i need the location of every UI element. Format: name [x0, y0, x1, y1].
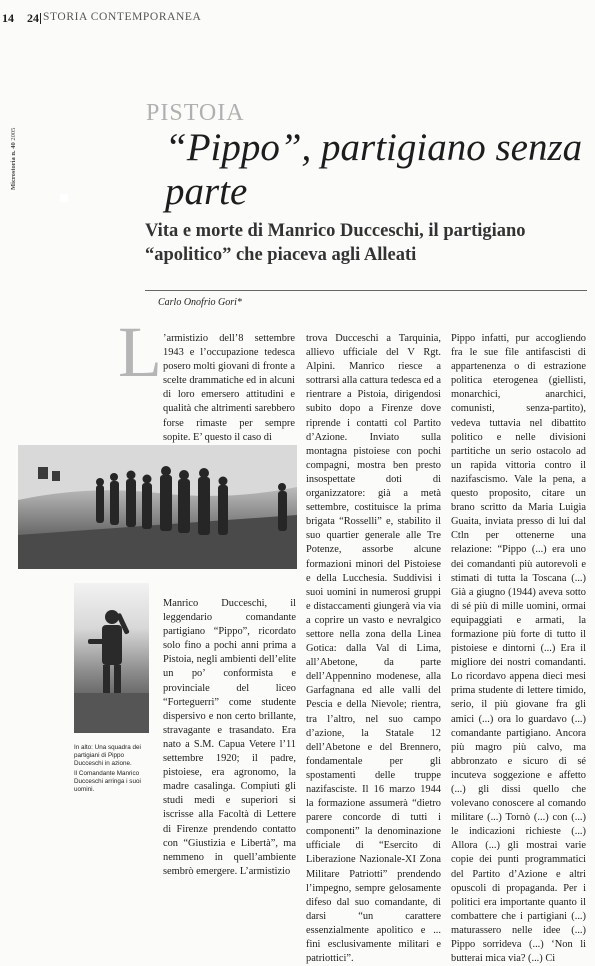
body-column-1-continued: Manrico Ducceschi, il leggendario comandante partigiano “Pippo”, ricordato solo fino a pochi anni prima a Pistoia, negli ambienti dell’elite un po’ conformista e provinciale del liceo “Forteguerri” come studente dispersivo e non certo brillante, stravagante e trasandato. Era nato a S.M. Capua Vetere l’11 settembre 1920; il padre, pistoiese, era agronomo, la madre casalinga. Compiuti gli studi medi e superiori si iscrisse alla Facoltà di Lettere di Firenze prendendo contatto con “Giustizia e Libertà”, ma nemmeno in quell’ambiente sembrò emergere. L’armistizio	[163, 598, 296, 877]
commander-speaking-photo	[74, 583, 149, 733]
drop-cap: L	[118, 312, 162, 392]
article-author: Carlo Onofrio Gori*	[158, 297, 242, 308]
sidebar-label	[10, 128, 17, 190]
page-number: 14	[2, 11, 14, 25]
sidebar-year: 2005	[10, 127, 17, 141]
title-rule	[145, 290, 587, 291]
partisan-squad-illustration	[18, 445, 297, 569]
partisan-squad-photo	[18, 445, 297, 569]
article-subtitle: Vita e morte di Manrico Ducceschi, il partigiano “apolitico” che piaceva agli Alleati	[145, 221, 526, 265]
margin-marker	[60, 194, 68, 202]
section-title: STORIA CONTEMPORANEA	[43, 11, 202, 23]
body-column-3: Pippo infatti, pur accogliendo fra le sue file antifascisti di appartenenza o di estrazione politica eterogenea (giellisti, monarchici, anarchici, comunisti, senza-partito), vedeva tuttavia nel dibattito politico e nelle divisioni partitiche un serio ostacolo ad un rapida vittoria contro il nazifascismo. Vale la pena, a questo proposito, citare un brano scritto da Maria Luigia Guaita, inviata presso di lui dal Ctln per ottenerne una relazione: “Pippo (...) era uno dei comandanti più autorevoli e stimati di tutta la Toscana (...) Già a giugno (1944) aveva sotto di sé più di mille uomini, ormai equipaggiati e armati, la formazione più forte di tutto il pistoiese e dintorni (...) Era il migliore dei nostri comandanti. Lo ricordavo appena dieci mesi prima studente di lettere timido, serio, il più giovane fra gli amici (...) ora lo guardavo (...) comandante partigiano. Ancora più magro più calvo, ma abbronzato e sicuro di sé incuteva soggezione e affetto (...) gli dissi quello che volevano conoscere al comando militare (...) Tornò (...) con (...) le indicazioni richieste (...) Allora (...) gli mostrai varie copie dei punti programmatici del Partito d’Azione e altri opuscoli di propaganda. Per i politici era importante quanto il combattere che i partigiani (...) maturassero nelle idee (...) Pippo sorrideva (...) ‘Non li butterai mica via? (...) Ci	[451, 333, 586, 965]
photo-caption-bottom: Il Comandante Manrico Ducceschi arringa i suoi uomini.	[74, 770, 141, 793]
body-column-1: ’armistizio dell’8 settembre 1943 e l’occupazione tedesca posero molti giovani di fronte a scelte drammatiche ed in alcuni di loro emersero attitudini e qualità che altrimenti sarebbero forse rimaste per sempre sopite. E’ questo il caso di	[163, 333, 295, 443]
sidebar-publication: Microstoria n. 40	[10, 142, 17, 190]
issue-number: 24	[27, 11, 39, 25]
header-divider	[40, 13, 41, 24]
body-column-2: trova Ducceschi a Tarquinia, allievo ufficiale del V Rgt. Alpini. Manrico riesce a sottrarsi alla cattura tedesca ed a rientrare a Pistoia, dirigendosi subito dopo a Firenze dove riprende i contatti col Partito d’Azione. Inviato sulla montagna pistoiese con pochi compagni, mostra ben presto insospettate doti di organizzatore: già a metà settembre, costituisce la prima brigata “Rosselli” e, stabilito il suo quartier generale alle Tre Potenze, assorbe alcune formazioni minori del Pistoiese e della Lucchesia. Suddivisi i suoi uomini in numerosi gruppi e distaccamenti giungerà via via a coprire un vasto e nevralgico settore nella zona della Linea Gotica: dalla Val di Lima, all’Abetone, da parte dell’Appennino modenese, alla Garfagnana ed alle valli del Pescia e della Nievole; rientra, tra l’altro, nel suo campo d’azione, la Statale 12 dell’Abetone e del Brennero, fondamentale per gli spostamenti delle truppe nazifasciste. Il 16 marzo 1944 la formazione assumerà “dietro parere concorde di tutti i componenti” la denominazione ufficiale di “Esercito di Liberazione Nazionale-XI Zona Militare Patriotti” prendendo l’impegno, sempre gelosamente difeso dal suo comandante, di darsi “un carattere essenzialmente apolitico e ... fini esclusivamente militari e patriottici”.	[306, 333, 441, 965]
commander-illustration	[74, 583, 149, 733]
photo-caption-top: In alto: Una squadra dei partigiani di Pippo Ducceschi in azione.	[74, 744, 141, 767]
article-title: “Pippo”, partigiano senza parte	[165, 126, 583, 213]
article-kicker: PISTOIA	[146, 100, 245, 126]
